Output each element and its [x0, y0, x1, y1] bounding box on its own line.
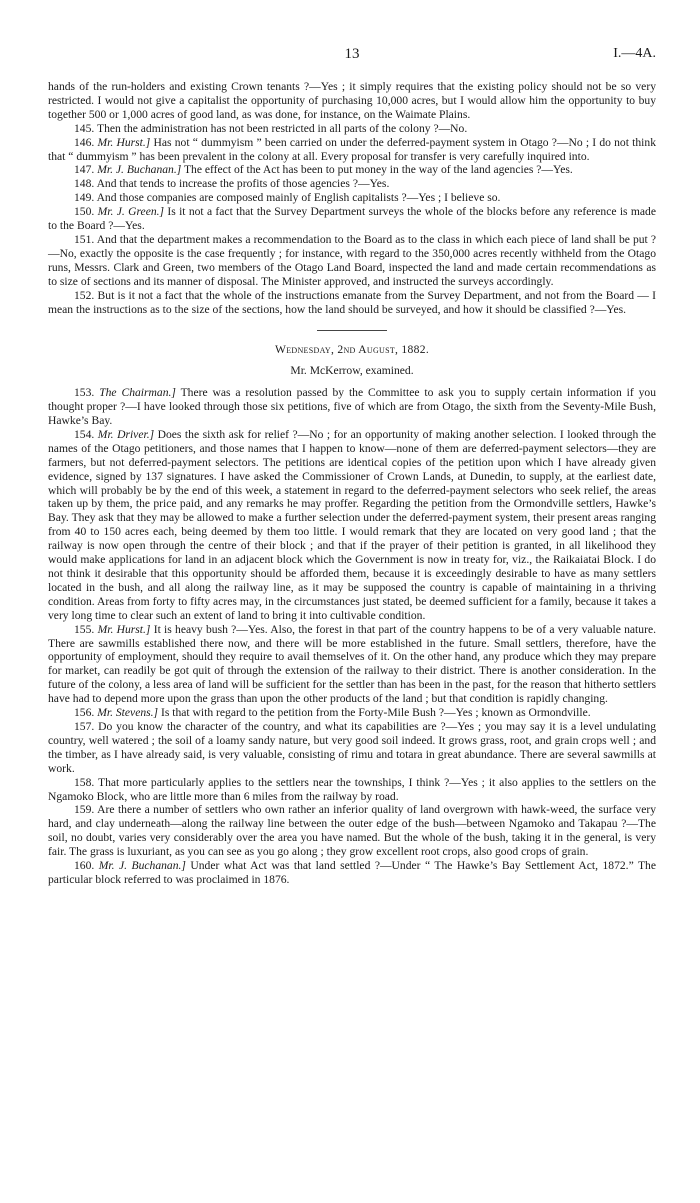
paragraph-text: Is that with regard to the petition from the Forty-Mile Bush ?—Yes ; known as Ormondville. [160, 706, 591, 720]
paragraph-text: And those companies are composed mainly of English capitalists ?—Yes ; I believe so. [96, 191, 501, 205]
paragraph-text: There was a resolution passed by the Committee to ask you to supply certain information if you thought proper ?—I have looked through those six petitions, five of which are from Otago, the sixth from the Seventy-Mile Bush, Hawke’s Bay. [48, 386, 656, 428]
question-number: 147. [74, 163, 95, 177]
question-number: 149. [74, 191, 95, 205]
question-number: 154. [74, 427, 95, 441]
speaker-name: Mr. J. Buchanan.] [98, 859, 186, 873]
question-number: 153. [74, 386, 95, 400]
question-paragraph [48, 803, 656, 859]
speaker-name: Mr. J. Buchanan.] [97, 163, 182, 177]
paragraph-text: It is heavy bush ?—Yes. Also, the forest in that part of the country happens to be of a very valuable nature. There are sawmills established there now, and there will be more established in the future. Small settlers, therefore, have the opportunity of employment, should they require to avail themselves of it. On the other hand, any produce which they may prepare for market, can readily be got quit of through the extension of the railway to their district. There is another consideration. In the future of the colony, a less area of land will be sufficient for the settler than has been in the past, for the reason that hitherto settlers have had to depend more upon the grass than upon the other products of the land ; but that condition is rapidly changing. [48, 622, 656, 706]
paragraph-text: Is it not a fact that the Survey Department surveys the whole of the blocks before any reference is made to the Board ?—Yes. [48, 205, 656, 233]
question-number: 145. [74, 121, 95, 135]
question-paragraph [48, 136, 656, 164]
question-paragraph [48, 191, 656, 205]
question-paragraph [48, 122, 656, 136]
speaker-name: Mr. Stevens.] [97, 706, 159, 720]
speaker-name: Mr. Hurst.] [97, 135, 151, 149]
page-number: 13 [344, 46, 360, 62]
paragraph-text: Does the sixth ask for relief ?—No ; for an opportunity of making another selection. I looked through the names of the Otago petitioners, and those names that I happen to know—none of them are deferred-payment selectors—they are farmers, but not deferred-payment selectors. The petitions are identical copies of the petition upon which I have already given evidence, signed by 137 signatures. I have asked the Commissioner of Crown Lands, at Dunedin, to supply, at the earliest date, which will probably be by the end of this week, a statement in regard to the deferred-payment selectors who seek relief, the areas taken up by them, the price paid, and any remarks he may proffer. Regarding the petition from the Ormondville settlers, Hawke’s Bay. They ask that they may be allowed to make a further selection under the deferred-payment system, their present areas ranging from 40 to 150 acres each, being deemed by them too little. I would remark that they are located on very good land ; that the railway is now open through the centre of their block ; and that if the prayer of their petition is granted, in all likelihood they would make applications for land in an adjacent block which the Government is now in treaty for, viz., the Raikaiatai Block. I do not think it desirable that this opportunity should be afforded them, because it is exceedingly desirable to have as many settlers located in the bush, and all along the railway line, as it may be supposed the country is capable of maintaining in a thriving condition. Areas from forty to fifty acres may, in the circumstances just stated, be deemed sufficient for a family, because it takes a very long time to clear such an extent of land to bring it into cultivable condition. [48, 427, 657, 622]
document-body [48, 80, 656, 887]
question-number: 148. [74, 177, 95, 191]
question-number: 158. [74, 775, 95, 789]
document-page [48, 46, 656, 887]
paragraph-text: Has not “ dummyism ” been carried on under the deferred-payment system in Otago ?—No ; I do not think that “ dummyism ” has been prevalent in the colony at all. Every proposal for transfer is very carefully inquired into. [48, 135, 656, 163]
document-reference: I.—4A. [613, 46, 656, 61]
question-paragraph [48, 720, 656, 776]
paragraph-text: Then the administration has not been restricted in all parts of the colony ?—No. [97, 121, 468, 135]
section-testimony-continued [48, 80, 656, 316]
question-paragraph [48, 177, 656, 191]
question-paragraph [48, 163, 656, 177]
question-number: 159. [74, 803, 95, 817]
paragraph-text: And that the department makes a recommendation to the Board as to the class in which each piece of land shall be put ?—No, exactly the opposite is the case frequently ; for instance, with regard to the 350,000 acres recently withheld from the Otago runs, Messrs. Clark and Green, two members of the Otago Land Board, inspected the land and made certain recommendations as to size of sections and its manner of disposal. The Minister approved, and instructed the surveys accordingly. [48, 232, 656, 288]
question-number: 152. [74, 288, 95, 302]
speaker-name: Mr. Driver.] [97, 427, 155, 441]
question-number: 150. [74, 205, 95, 219]
question-paragraph [48, 859, 656, 887]
question-number: 151. [74, 232, 95, 246]
question-paragraph [48, 428, 656, 623]
question-paragraph [48, 386, 656, 428]
question-paragraph [48, 80, 656, 122]
paragraph-text: Under what Act was that land settled ?—Under “ The Hawke’s Bay Settlement Act, 1872.” The particular block referred to was proclaimed in 1876. [48, 859, 657, 886]
speaker-name: The Chairman.] [99, 386, 176, 400]
question-paragraph [48, 289, 656, 317]
speaker-name: Mr. J. Green.] [97, 205, 165, 219]
page-header [48, 46, 656, 70]
question-number: 160. [74, 859, 95, 873]
session-date: Wednesday, 2nd August, 1882. [274, 343, 430, 357]
paragraph-text: hands of the run-holders and existing Crown tenants ?—Yes ; it simply requires that the existing policy should not be so very restricted. I would not give a capitalist the opportunity of purchasing 10,000 acres, but I would allow him the opportunity to buy together 500 or 1,000 acres of good land, as was done, for instance, on the Waimate Plains. [48, 80, 656, 121]
question-paragraph [48, 776, 656, 804]
section-divider [317, 330, 387, 331]
question-number: 146. [74, 135, 95, 149]
question-paragraph [48, 205, 656, 233]
question-number: 156. [74, 706, 95, 720]
paragraph-text: The effect of the Act has been to put money in the way of the land agencies ?—Yes. [183, 163, 573, 177]
question-number: 155. [74, 622, 95, 636]
paragraph-text: Do you know the character of the country, and what its capabilities are ?—Yes ; you may say it is a level undulating country, well watered ; the soil of a loamy sandy nature, but very good soil indeed. It grows grass, root, and grain crops well ; and the timber, as I have already said, is very valuable, consisting of rimu and totara in great abundance. There are several sawmills at work. [48, 719, 657, 775]
paragraph-text: Are there a number of settlers who own rather an inferior quality of land overgrown with hawk-weed, the surface very hard, and clay underneath—along the railway line between the outer edge of the bush—between Ngamoko and Takapau ?—The soil, no doubt, varies very considerably over the area you have named. But the whole of the bush, taking it in the general, is very fair. The grass is luxuriant, as you can see as you go along ; they grow excellent root crops, also good crops of grain. [48, 803, 656, 859]
speaker-name: Mr. Hurst.] [97, 622, 151, 636]
question-paragraph [48, 706, 656, 720]
question-paragraph [48, 623, 656, 706]
question-number: 157. [74, 719, 95, 733]
paragraph-text: That more particularly applies to the settlers near the townships, I think ?—Yes ; it also applies to the settlers on the Ngamoko Block, who are little more than 6 miles from the railway by road. [48, 775, 656, 803]
paragraph-text: But is it not a fact that the whole of the instructions emanate from the Survey Department, and not from the Board — I mean the instructions as to the size of the sections, how the land should be surveyed, and how it should be classified ?—Yes. [48, 288, 656, 316]
question-paragraph [48, 233, 656, 289]
section-mckerrow-testimony [48, 386, 656, 887]
witness-heading: Mr. McKerrow, examined. [290, 364, 414, 378]
paragraph-text: And that tends to increase the profits of those agencies ?—Yes. [96, 177, 390, 191]
